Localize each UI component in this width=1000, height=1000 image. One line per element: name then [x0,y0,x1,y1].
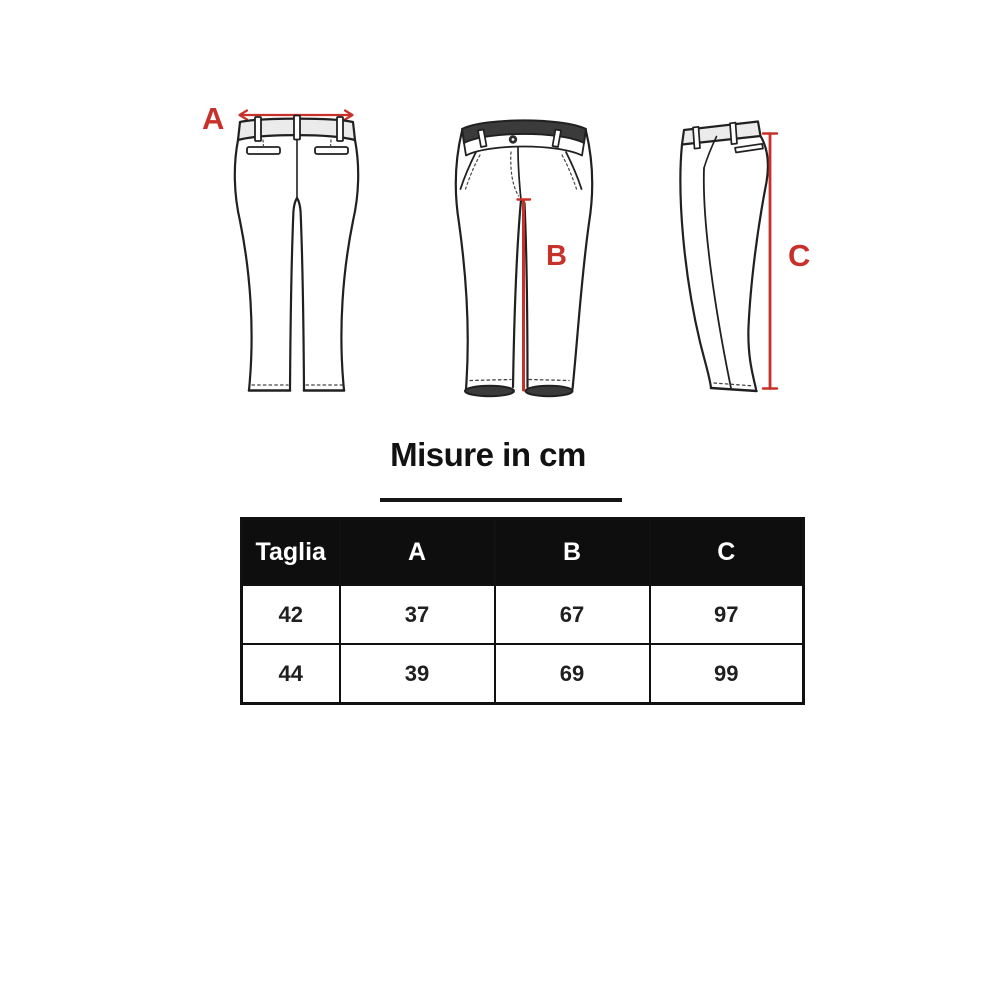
pants-side-view-drawing [680,122,777,392]
cell-measure-c: 97 [650,585,804,644]
size-table [240,517,805,705]
outseam-measure-line-c [763,134,777,389]
size-table-row-42 [242,585,804,644]
page-title: Misure in cm [390,436,586,473]
pants-back-view-drawing [235,111,358,391]
size-table-header-row [242,519,804,586]
cell-measure-c: 99 [650,644,804,704]
measure-label-c: C [788,238,811,273]
header-cell-c: C [650,519,804,586]
cell-measure-b: 67 [495,585,650,644]
pants-front-view-drawing [456,120,593,396]
cell-measure-a: 37 [340,585,495,644]
size-table-row-44 [242,644,804,704]
cell-size: 44 [242,644,340,704]
header-cell-b: B [495,519,650,586]
cell-measure-b: 69 [495,644,650,704]
header-cell-taglia: Taglia [242,519,340,586]
cell-size: 42 [242,585,340,644]
cell-measure-a: 39 [340,644,495,704]
measure-label-a: A [202,101,225,136]
title-underline [380,498,622,502]
measure-label-b: B [546,240,567,272]
header-cell-a: A [340,519,495,586]
